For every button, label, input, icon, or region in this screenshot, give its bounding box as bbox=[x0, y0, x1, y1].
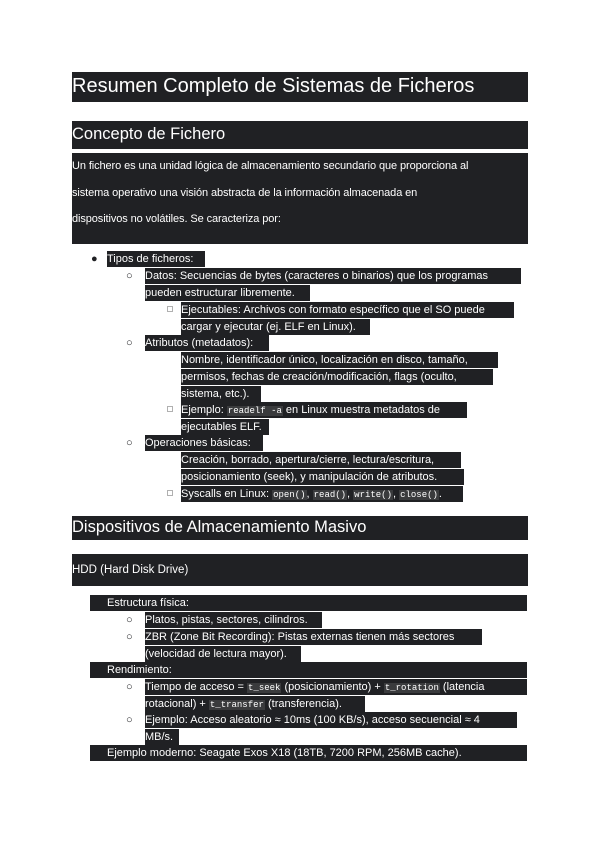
list-item-ejemplo-acceso: Ejemplo: Acceso aleatorio ≈ 10ms (100 KB/s), acceso secuencial ≈ 4 bbox=[145, 712, 517, 728]
list-item-ejemplo-moderno: Ejemplo moderno: Seagate Exos X18 (18TB, 7200 RPM, 256MB cache). bbox=[90, 745, 527, 761]
circle-bullet: ○ bbox=[126, 337, 133, 349]
list-item-atributos: Atributos (metadatos): bbox=[145, 335, 269, 351]
list-item-platos: Platos, pistas, sectores, cilindros. bbox=[145, 612, 322, 628]
list-item-ejecutables-cont: cargar y ejecutar (ej. ELF en Linux). bbox=[181, 319, 370, 335]
code-open: open() bbox=[273, 490, 306, 500]
list-item-operaciones-desc-cont: posicionamiento (seek), y manipulación de atributos. bbox=[181, 469, 464, 485]
list-item-estructura: Estructura física: bbox=[90, 595, 527, 611]
section-heading-concepto: Concepto de Fichero bbox=[72, 121, 528, 149]
list-item-zbr-cont: (velocidad de lectura mayor). bbox=[145, 646, 301, 662]
square-bullet bbox=[167, 306, 173, 312]
intro-paragraph bbox=[72, 153, 528, 244]
code-read: read() bbox=[313, 490, 347, 500]
list-item-atributos-desc-cont: sistema, etc.). bbox=[181, 386, 261, 402]
list-item-tiempo-acceso-cont: rotacional) + t_transfer (transferencia). bbox=[145, 696, 365, 712]
circle-bullet: ○ bbox=[126, 631, 133, 643]
code-close: close() bbox=[400, 490, 438, 500]
list-item-rendimiento: Rendimiento: bbox=[90, 662, 527, 678]
code-t-seek: t_seek bbox=[248, 683, 281, 693]
square-bullet bbox=[167, 490, 173, 496]
circle-bullet: ○ bbox=[126, 437, 133, 449]
square-bullet bbox=[167, 406, 173, 412]
list-item-syscalls: Syscalls en Linux: open(), read(), write(), close(). bbox=[181, 486, 463, 502]
section-heading-dispositivos: Dispositivos de Almacenamiento Masivo bbox=[72, 516, 528, 540]
list-item-ejecutables: Ejecutables: Archivos con formato específico que el SO puede bbox=[181, 302, 514, 318]
list-item-tipos: Tipos de ficheros: bbox=[107, 251, 205, 267]
list-item-ejemplo-readelf: Ejemplo: readelf -a en Linux muestra metadatos de bbox=[181, 402, 467, 418]
code-t-transfer: t_transfer bbox=[209, 700, 264, 710]
list-item-datos: Datos: Secuencias de bytes (caracteres o binarios) que los programas bbox=[145, 268, 521, 284]
intro-line: sistema operativo una visión abstracta de la información almacenada en bbox=[72, 186, 418, 199]
code-write: write() bbox=[354, 490, 392, 500]
code-t-rotation: t_rotation bbox=[384, 683, 439, 693]
circle-bullet: ○ bbox=[126, 614, 133, 626]
circle-bullet: ○ bbox=[126, 681, 133, 693]
code-readelf: readelf -a bbox=[227, 406, 282, 416]
disc-bullet: ● bbox=[91, 253, 98, 265]
list-item-operaciones: Operaciones básicas: bbox=[145, 435, 263, 451]
list-item-ejemplo-acceso-cont: MB/s. bbox=[145, 729, 179, 745]
list-item-tiempo-acceso: Tiempo de acceso = t_seek (posicionamiento) + t_rotation (latencia bbox=[145, 679, 527, 695]
subheading-hdd: HDD (Hard Disk Drive) bbox=[72, 554, 528, 586]
list-item-zbr: ZBR (Zone Bit Recording): Pistas externas tienen más sectores bbox=[145, 629, 482, 645]
circle-bullet: ○ bbox=[126, 270, 133, 282]
circle-bullet: ○ bbox=[126, 714, 133, 726]
intro-line: Un fichero es una unidad lógica de almacenamiento secundario que proporciona al bbox=[72, 160, 469, 172]
list-item-operaciones-desc: Creación, borrado, apertura/cierre, lectura/escritura, bbox=[181, 452, 461, 468]
list-item-atributos-desc-cont: permisos, fechas de creación/modificación, flags (oculto, bbox=[181, 369, 493, 385]
intro-line: dispositivos no volátiles. Se caracteriza por: bbox=[72, 213, 281, 225]
list-item-atributos-desc: Nombre, identificador único, localización en disco, tamaño, bbox=[181, 352, 498, 368]
page-title: Resumen Completo de Sistemas de Ficheros bbox=[72, 72, 528, 102]
list-item-datos-cont: pueden estructurar libremente. bbox=[145, 285, 310, 301]
list-item-ejemplo-readelf-cont: ejecutables ELF. bbox=[181, 419, 269, 435]
